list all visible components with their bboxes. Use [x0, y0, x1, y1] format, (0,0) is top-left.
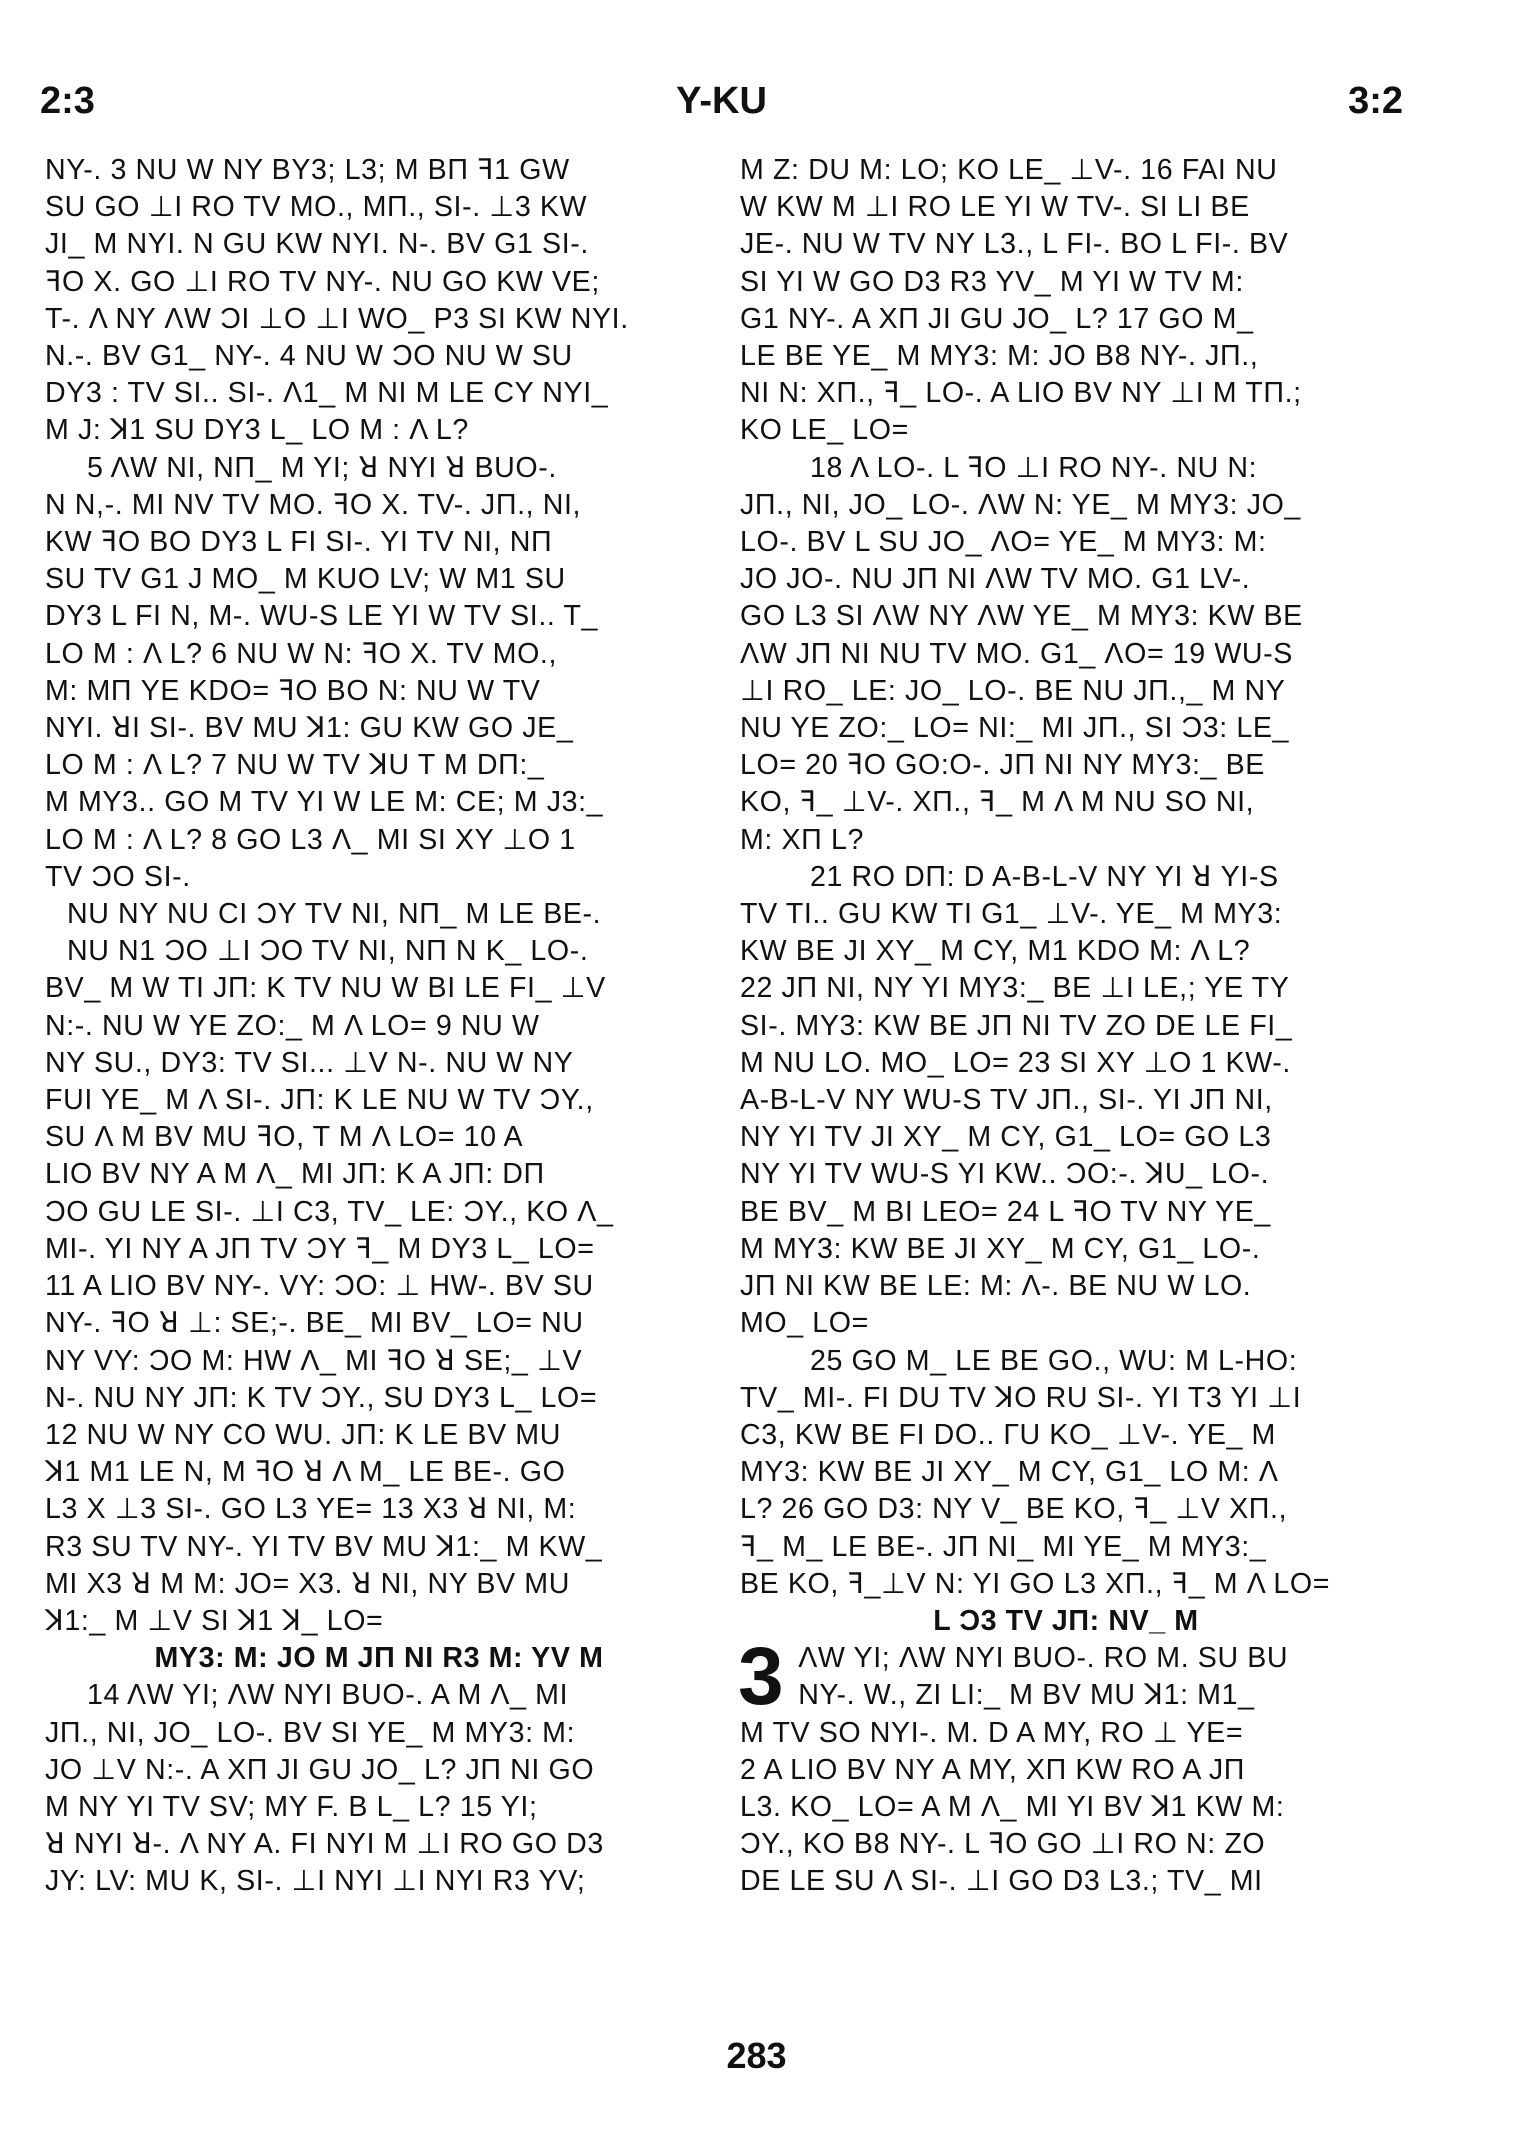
text-line: A-B-L-V NY WU-S TV JΠ., SI-. YI JΠ NI, — [740, 1084, 1273, 1117]
text-line: ΛW YI; ΛW NYI BUO-. RO M. SU BU — [798, 1642, 1289, 1675]
text-line: ϽO GU LE SI-. ⊥I C3, TV_ LE: ϽY., KO Λ_ — [45, 1195, 614, 1228]
text-line: LIO BV NY A M Λ_ MI JΠ: K A JΠ: DΠ — [45, 1158, 545, 1191]
text-line: M MY3.. GO M TV YI W LE M: CE; M J3:_ — [45, 786, 604, 819]
text-line: M J: ꓘ1 SU DY3 L_ LO M : Λ L? — [45, 414, 469, 447]
text-line: TV TI.. GU KW TI G1_ ⊥V-. YE_ M MY3: — [740, 898, 1283, 931]
text-line: SU TV G1 J MO_ M KUO LV; W M1 SU — [45, 563, 566, 596]
page-header — [40, 80, 1403, 136]
text-line: TV ϽO SI-. — [45, 860, 191, 893]
text-line: ꓘ1 M1 LE N, M ꟻO ꓤ Λ M_ LE BE-. GO — [45, 1456, 566, 1489]
text-line: N N,-. MI NV TV MO. ꟻO X. TV-. JΠ., NI, — [45, 488, 582, 521]
text-line: BE BV_ M BI LEO= 24 L ꟻO TV NY YE_ — [740, 1195, 1271, 1228]
text-line: 12 NU W NY CO WU. JΠ: K LE BV MU — [45, 1418, 561, 1451]
text-line: ꟻ_ M_ LE BE-. JΠ NI_ MI YE_ M MY3:_ — [740, 1530, 1267, 1563]
text-line: DY3 : TV SI.. SI-. Λ1_ M NI M LE CY NYI_ — [45, 377, 609, 410]
book-title: Y-KU — [676, 80, 767, 122]
text-line: SU Λ M BV MU ꟻO, T M Λ LO= 10 A — [45, 1121, 524, 1154]
text-line: NY SU., DY3: TV SI... ⊥V N-. NU W NY — [45, 1046, 574, 1079]
verse-start-line: 18 Λ LO-. L ꟻO ⊥I RO NY-. NU N: — [810, 451, 1258, 484]
verse-start-line: 5 ΛW NI, NΠ_ M YI; ꓤ NYI ꓤ BUO-. — [87, 451, 557, 484]
section-heading: MY3: M: JO M JΠ NI R3 M: YV M — [154, 1642, 604, 1675]
text-line: ꟻO X. GO ⊥I RO TV NY-. NU GO KW VE; — [45, 265, 600, 298]
text-line: LO-. BV L SU JO_ ΛO= YE_ M MY3: M: — [740, 526, 1267, 559]
text-line: M TV SO NYI-. M. D A MY, RO ⊥ YE= — [740, 1716, 1244, 1749]
text-line: ΛW JΠ NI NU TV MO. G1_ ΛO= 19 WU-S — [740, 637, 1293, 670]
text-line: LE BE YE_ M MY3: M: JO B8 NY-. JΠ., — [740, 340, 1259, 373]
verse-start-line: 25 GO M_ LE BE GO., WU: M L-HO: — [810, 1344, 1298, 1377]
text-line: M: XΠ L? — [740, 823, 864, 856]
text-line: L? 26 GO D3: NY V_ BE KO, ꟻ_ ⊥V XΠ., — [740, 1493, 1288, 1526]
text-line: FUI YE_ M Λ SI-. JΠ: K LE NU W TV ϽY., — [45, 1084, 594, 1117]
text-line: SI YI W GO D3 R3 YV_ M YI W TV M: — [740, 265, 1244, 298]
text-line: MI-. YI NY A JΠ TV ϽY ꟻ_ M DY3 L_ LO= — [45, 1232, 595, 1265]
text-line: TV_ MI-. FI DU TV ꓘO RU SI-. YI T3 YI ⊥I — [740, 1381, 1302, 1414]
chapter-verse-right: 3:2 — [1348, 80, 1403, 122]
text-line: ⊥I RO_ LE: JO_ LO-. BE NU JΠ.,_ M NY — [740, 674, 1286, 707]
text-line: JΠ NI KW BE LE: M: Λ-. BE NU W LO. — [740, 1270, 1252, 1303]
text-line: LO M : Λ L? 8 GO L3 Λ_ MI SI XY ⊥O 1 — [45, 823, 576, 856]
text-line: M Z: DU M: LO; KO LE_ ⊥V-. 16 FAI NU — [740, 154, 1278, 186]
text-line: G1 NY-. A XΠ JI GU JO_ L? 17 GO M_ — [740, 302, 1254, 335]
text-line: N-. NU NY JΠ: K TV ϽY., SU DY3 L_ LO= — [45, 1381, 598, 1414]
poetry-line: NU N1 ϽO ⊥I ϽO TV NI, NΠ N K_ LO-. — [67, 935, 589, 968]
section-heading: L Ͻ3 TV JΠ: NV_ M — [933, 1604, 1199, 1637]
text-line: MY3: KW BE JI XY_ M CY, G1_ LO M: Λ — [740, 1456, 1279, 1489]
text-line: T-. Λ NY ΛW ϽI ⊥O ⊥I WO_ P3 SI KW NYI. — [45, 302, 629, 335]
text-line: 11 A LIO BV NY-. VY: ϽO: ⊥ HW-. BV SU — [45, 1270, 594, 1303]
text-line: DY3 L FI N, M-. WU-S LE YI W TV SI.. T_ — [45, 600, 599, 633]
text-line: ϽY., KO B8 NY-. L ꟻO GO ⊥I RO N: ZO — [740, 1828, 1266, 1861]
text-line: LO M : Λ L? 7 NU W TV ꓘU T M DΠ:_ — [45, 749, 545, 782]
text-line: M MY3: KW BE JI XY_ M CY, G1_ LO-. — [740, 1232, 1261, 1265]
text-line: ꓤ NYI ꓤ-. Λ NY A. FI NYI M ⊥I RO GO D3 — [45, 1828, 604, 1861]
text-line: JE-. NU W TV NY L3., L FI-. BO L FI-. BV — [740, 228, 1289, 261]
text-line: MI X3 ꓤ M M: JO= X3. ꓤ NI, NY BV MU — [45, 1567, 570, 1600]
text-line: NYI. ꓤI SI-. BV MU ꓘ1: GU KW GO JE_ — [45, 712, 574, 745]
text-line: NY YI TV JI XY_ M CY, G1_ LO= GO L3 — [740, 1121, 1272, 1154]
poetry-line: NU NY NU CI ϽY TV NI, NΠ_ M LE BE-. — [67, 898, 602, 931]
text-line: JΠ., NI, JO_ LO-. ΛW N: YE_ M MY3: JO_ — [740, 488, 1301, 521]
text-line: DE LE SU Λ SI-. ⊥I GO D3 L3.; TV_ MI — [740, 1865, 1263, 1898]
text-line: N.-. BV G1_ NY-. 4 NU W ϽO NU W SU — [45, 340, 573, 373]
text-line: GO L3 SI ΛW NY ΛW YE_ M MY3: KW BE — [740, 600, 1303, 633]
text-line: M NY YI TV SV; MY F. B L_ L? 15 YI; — [45, 1790, 538, 1823]
text-line: N:-. NU W YE ZO:_ M Λ LO= 9 NU W — [45, 1009, 540, 1042]
text-line: LO M : Λ L? 6 NU W N: ꟻO X. TV MO., — [45, 637, 558, 670]
text-line: JO JO-. NU JΠ NI ΛW TV MO. G1 LV-. — [740, 563, 1251, 596]
page-number: 283 — [726, 2035, 787, 2076]
text-line: R3 SU TV NY-. YI TV BV MU ꓘ1:_ M KW_ — [45, 1530, 603, 1563]
text-line: W KW M ⊥I RO LE YI W TV-. SI LI BE — [740, 191, 1250, 224]
text-line: MO_ LO= — [740, 1307, 869, 1340]
text-line: NU YE ZO:_ LO= NI:_ MI JΠ., SI Ͻ3: LE_ — [740, 712, 1290, 745]
text-line: NI N: XΠ., ꟻ_ LO-. A LIO BV NY ⊥I M TΠ.; — [740, 377, 1302, 410]
text-line: BE KO, ꟻ_⊥V N: YI GO L3 XΠ., ꟻ_ M Λ LO= — [740, 1567, 1331, 1600]
text-line: NY-. ꟻO ꓤ ⊥: SE;-. BE_ MI BV_ LO= NU — [45, 1307, 584, 1340]
text-line: M NU LO. MO_ LO= 23 SI XY ⊥O 1 KW-. — [740, 1046, 1291, 1079]
text-line: 2 A LIO BV NY A MY, XΠ KW RO A JΠ — [740, 1753, 1246, 1786]
left-column — [45, 152, 713, 1901]
chapter-verse-left: 2:3 — [40, 80, 95, 122]
right-column — [740, 152, 1392, 1901]
text-line: KO LE_ LO= — [740, 414, 909, 447]
text-line: L3 X ⊥3 SI-. GO L3 YE= 13 X3 ꓤ NI, M: — [45, 1493, 577, 1526]
text-line: ꓘ1:_ M ⊥V SI ꓘ1 ꓘ_ LO= — [45, 1604, 384, 1637]
text-line: JΠ., NI, JO_ LO-. BV SI YE_ M MY3: M: — [45, 1716, 576, 1749]
text-line: LO= 20 ꟻO GO:O-. JΠ NI NY MY3:_ BE — [740, 749, 1265, 782]
text-line: C3, KW BE FI DO.. ГU KO_ ⊥V-. YE_ M — [740, 1418, 1276, 1451]
text-line: NY YI TV WU-S YI KW.. ϽO:-. ꓘU_ LO-. — [740, 1158, 1270, 1191]
text-line: NY VY: ϽO M: HW Λ_ MI ꟻO ꓤ SE;_ ⊥V — [45, 1344, 583, 1377]
chapter-start — [738, 1631, 1392, 1723]
text-line: L3. KO_ LO= A M Λ_ MI YI BV ꓘ1 KW M: — [740, 1790, 1285, 1823]
text-line: KW BE JI XY_ M CY, M1 KDO M: Λ L? — [740, 935, 1251, 968]
text-line: KW ꟻO BO DY3 L FI SI-. YI TV NI, NΠ — [45, 526, 553, 559]
text-line: 22 JΠ NI, NY YI MY3:_ BE ⊥I LE,; YE TY — [740, 972, 1290, 1005]
text-line: BV_ M W TI JΠ: K TV NU W BI LE FI_ ⊥V — [45, 972, 606, 1005]
text-line: KO, ꟻ_ ⊥V-. XΠ., ꟻ_ M Λ M NU SO NI, — [740, 786, 1255, 819]
text-line: JO ⊥V N:-. A XΠ JI GU JO_ L? JΠ NI GO — [45, 1753, 595, 1786]
chapter-number: 3 — [738, 1631, 785, 1723]
text-line: NY-. 3 NU W NY BY3; L3; M BΠ ꟻ1 GW — [45, 154, 570, 186]
verse-start-line: 21 RO DΠ: D A-B-L-V NY YI ꓤ YI-S — [810, 860, 1279, 893]
verse-start-line: 14 ΛW YI; ΛW NYI BUO-. A M Λ_ MI — [87, 1679, 569, 1712]
text-line: JI_ M NYI. N GU KW NYI. N-. BV G1 SI-. — [45, 228, 589, 261]
text-line: M: MΠ YE KDO= ꟻO BO N: NU W TV — [45, 674, 541, 707]
text-line: NY-. W., ZI LI:_ M BV MU ꓘ1: M1_ — [798, 1679, 1255, 1712]
text-line: SI-. MY3: KW BE JΠ NI TV ZO DE LE FI_ — [740, 1009, 1293, 1042]
text-line: SU GO ⊥I RO TV MO., MΠ., SI-. ⊥3 KW — [45, 191, 588, 224]
text-line: JY: LV: MU K, SI-. ⊥I NYI ⊥I NYI R3 YV; — [45, 1865, 586, 1898]
